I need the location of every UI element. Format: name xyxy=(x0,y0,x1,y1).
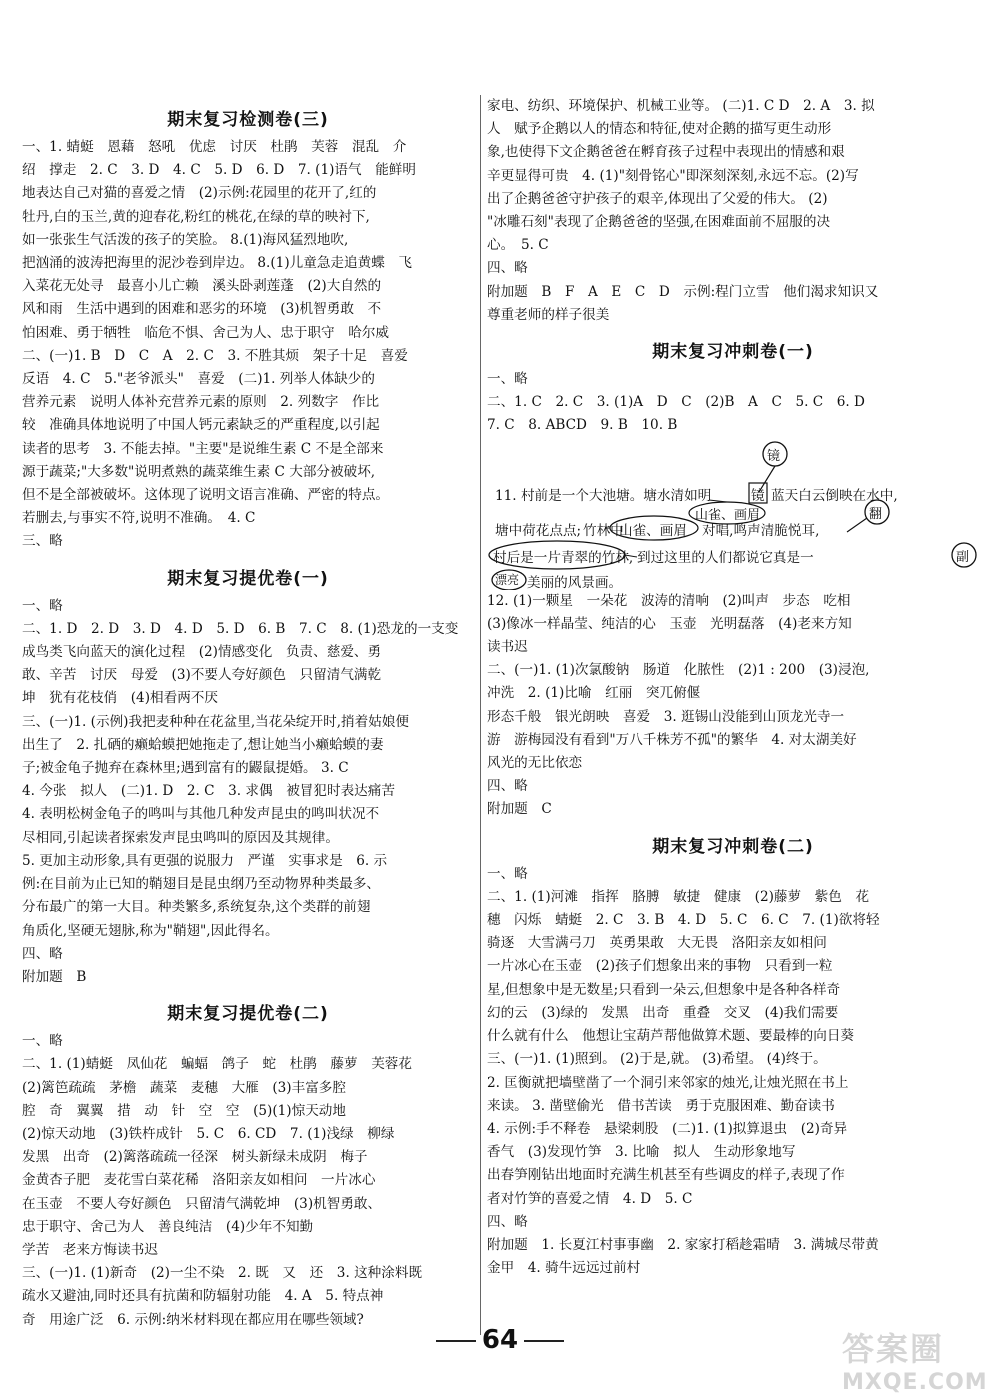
section-answers xyxy=(22,1030,474,1332)
answer-line: 2. 匡衡就把墙壁凿了一个洞引来邻家的烛光,让烛光照在书上 xyxy=(487,1074,849,1091)
passage-line-2c: 对唱,鸣声清脆悦耳, xyxy=(702,522,820,539)
answer-line: 读书迟 xyxy=(487,639,528,656)
answer-line: 怕困难、勇于牺牲 临危不惧、舍己为人、忠于职守 哈尔威 xyxy=(22,324,390,341)
answer-line: 香气 (3)发现竹笋 3. 比喻 拟人 生动形象地写 xyxy=(487,1144,796,1161)
answer-line: 较 准确具体地说明了中国人钙元素缺乏的严重程度,以引起 xyxy=(22,417,380,434)
answer-line: 风光的无比依恋 xyxy=(487,755,583,772)
answer-line: 一、1. 蜻蜓 恩藉 怒吼 优虑 讨厌 杜鹃 芙蓉 混乱 介 xyxy=(22,139,407,155)
dash-right xyxy=(524,1340,564,1342)
answer-line: 把汹涌的波涛把海里的泥沙卷到岸边。 8.(1)儿童急走追黄蝶 飞 xyxy=(22,255,412,272)
answer-line: 幻的云 (3)绿的 发黑 出奇 重叠 交叉 (4)我们需要 xyxy=(487,1004,839,1021)
answer-line: 12. (1)一颗星 一朵花 波涛的清响 (2)叫声 步态 吃相 xyxy=(487,592,851,609)
section-title: 期末复习冲刺卷(二) xyxy=(652,836,814,857)
answer-line: 如一张张生气活泼的孩子的笑脸。 8.(1)海风猛烈地吹, xyxy=(22,231,349,248)
answer-line: 尽相同,引起读者探索发声昆虫鸣叫的原因及其规律。 xyxy=(22,829,339,846)
answer-line: 四、略 xyxy=(22,945,63,962)
passage-line-1a: 11. 村前是一个大池塘。塘水清如明 xyxy=(495,487,712,504)
answer-line: 5. 更加主动形象,具有更强的说服力 严谨 实事求是 6. 示 xyxy=(22,852,388,869)
answer-line: 四、略 xyxy=(487,778,528,795)
answer-line: 来读。 3. 凿壁偷光 借书苦读 勇于克服困难、勤奋读书 xyxy=(487,1097,835,1114)
column-divider xyxy=(480,95,481,1335)
continued-answers xyxy=(487,95,979,327)
answer-line: 二、1. (1)蜻蜓 凤仙花 蝙蝠 鸽子 蛇 杜鹃 藤萝 芙蓉花 xyxy=(22,1056,412,1073)
answer-line: 心。 5. C xyxy=(487,237,549,254)
answer-line: 出了企鹅爸爸守护孩子的艰辛,体现出了父爱的伟大。 (2) xyxy=(487,190,828,207)
answer-line: 发黑 出奇 (2)篱落疏疏一径深 树头新绿未成阴 梅子 xyxy=(22,1149,368,1166)
answer-line: 学苦 老来方悔读书迟 xyxy=(22,1241,158,1258)
circle-right-bottom-text: 副 xyxy=(956,549,970,565)
watermark-bottom-text: MXQE.COM xyxy=(842,1370,988,1395)
answer-line: 角质化,坚硬无翅脉,称为"鞘翅",因此得名。 xyxy=(22,922,279,939)
section-title: 期末复习冲刺卷(一) xyxy=(652,342,814,363)
answer-line: 三、略 xyxy=(22,533,63,550)
answer-line: 二、1. C 2. C 3. (1)A D C (2)B A C 5. C 6. D xyxy=(487,394,865,411)
answer-line: 成鸟类飞向蓝天的演化过程 (2)情感变化 负责、慈爱、勇 xyxy=(22,644,382,661)
arrow-line xyxy=(847,518,867,532)
answer-line: 出生了 2. 扎硒的癞蛤蟆把她拖走了,想让她当小癞蛤蟆的妻 xyxy=(22,736,384,753)
answer-line: 一片冰心在玉壶 (2)孩子们想象出来的事物 只看到一粒 xyxy=(487,958,833,975)
answer-line: 金黄杏子肥 麦花雪白菜花稀 洛阳亲友如相问 一片冰心 xyxy=(22,1172,376,1189)
answer-line: 二、(一)1. B D C A 2. C 3. 不胜其烦 架子十足 喜爱 xyxy=(22,347,408,364)
answer-line: 什么就有什么 他想让宝葫芦帮他做算术题、要最棒的向日葵 xyxy=(487,1028,855,1045)
answer-line: 出春笋刚钻出地面时充满生机甚至有些调皮的样子,表现了作 xyxy=(487,1167,845,1184)
section-answers xyxy=(22,136,474,554)
answer-line: 绍 撑走 2. C 3. D 4. C 5. D 6. D 7. (1)语气 能鲜明 xyxy=(22,162,416,179)
circle-bottom-text: 漂亮 xyxy=(495,572,520,587)
answer-line: 二、1. D 2. D 3. D 4. D 5. D 6. B 7. C 8. (1)恐龙的一支变 xyxy=(22,620,459,637)
answer-line: 腔 奇 翼翼 措 动 针 空 空 (5)(1)惊天动地 xyxy=(22,1102,346,1119)
answer-line: 辛更显得可贵 4. (1)"刻骨铭心"即深刻深刻,永远不忘。(2)写 xyxy=(487,167,859,184)
passage-line-3a: 村后是一片青翠的竹林, xyxy=(493,549,634,566)
answer-line: 但不是全部被破坏。这体现了说明文语言准确、严密的特点。 xyxy=(22,487,390,504)
watermark-logo xyxy=(842,1324,992,1394)
answer-line: 人 赋予企鹅以人的情态和特征,使对企鹅的描写更生动形 xyxy=(487,121,832,138)
answer-line: 在玉壶 不要人夸好颜色 只留清气满乾坤 (3)机智勇敢、 xyxy=(22,1195,382,1212)
answer-line: 奇 用途广泛 6. 示例:纳米材料现在都应用在哪些领域? xyxy=(22,1311,364,1328)
answer-line: 例:在目前为止已知的鞘翅目是昆虫纲乃至动物界种类最多、 xyxy=(22,876,381,893)
answer-line: 营养元素 说明人体补充营养元素的原则 2. 列数字 作比 xyxy=(22,394,380,411)
answer-line: 一、略 xyxy=(22,1033,63,1050)
answer-line: 一、略 xyxy=(22,597,63,614)
answer-line: 分布最广的第一大目。种类繁多,系统复杂,这个类群的前翅 xyxy=(22,899,371,916)
section-answers xyxy=(487,590,979,822)
oval-small-text: 山雀、画眉 xyxy=(695,507,761,523)
answer-line: 源于蔬菜;"大多数"说明煮熟的蔬菜维生素 C 大部分被破坏, xyxy=(22,463,376,480)
answer-line: 者对竹笋的喜爱之情 4. D 5. C xyxy=(487,1190,693,1207)
answer-line: 四、略 xyxy=(487,1213,528,1230)
answer-line: 象,也使得下文企鹅爸爸在孵育孩子过程中表现出的情感和艰 xyxy=(487,144,845,161)
answer-line: 4. 今张 拟人 (二)1. D 2. C 3. 求偶 被冒犯时表达痛苦 xyxy=(22,783,395,800)
section-answers xyxy=(22,595,474,989)
answer-line: (2)惊天动地 (3)铁杵成针 5. C 6. CD 7. (1)浅绿 柳绿 xyxy=(22,1125,395,1142)
answer-line: 二、(一)1. (1)次氯酸钠 肠道 化脓性 (2)1 : 200 (3)浸泡, xyxy=(487,662,870,679)
answer-line: 附加题 1. 长夏江村事事幽 2. 家家打稻趁霜晴 3. 满城尽带黄 xyxy=(487,1236,879,1253)
answer-line: 附加题 C xyxy=(487,801,552,818)
annotated-passage-diagram xyxy=(487,440,979,590)
answer-line: 家电、纺织、环境保护、机械工业等。 (二)1. C D 2. A 3. 拟 xyxy=(487,98,875,114)
right-column xyxy=(487,95,979,1280)
circle-top-text: 镜 xyxy=(767,448,781,464)
answer-line: 星,但想象中是无数星;只看到一朵云,但想象中是各种各样奇 xyxy=(487,981,841,998)
answer-line: 附加题 B F A E C D 示例:程门立雪 他们渴求知识又 xyxy=(487,283,879,300)
answer-line: 反语 4. C 5."老爷派头" 喜爱 (二)1. 列举人体缺少的 xyxy=(22,371,375,388)
passage-boxed-word: 镜 xyxy=(751,487,765,504)
answer-line: 四、略 xyxy=(487,260,528,277)
dash-left xyxy=(436,1340,476,1342)
answer-line: (2)篱笆疏疏 茅檐 蔬菜 麦穗 大雁 (3)丰富多腔 xyxy=(22,1079,346,1096)
answer-line: 风和雨 生活中遇到的困难和恶劣的环境 (3)机智勇敢 不 xyxy=(22,301,382,318)
answer-line: 三、(一)1. (1)新奇 (2)一尘不染 2. 既 又 还 3. 这种涂料既 xyxy=(22,1265,423,1282)
answer-line: 一、略 xyxy=(487,865,528,882)
section-title: 期末复习提优卷(一) xyxy=(167,568,329,589)
passage-line-2b: 竹林中 xyxy=(583,522,624,539)
passage-line-3b: 到过这里的人们都说它真是一 xyxy=(637,549,814,566)
answer-line: 金甲 4. 骑牛远远过前村 xyxy=(487,1260,641,1277)
section-answers xyxy=(487,863,979,1281)
answer-line: 牡丹,白的玉兰,黄的迎春花,粉红的桃花,在绿的草的映衬下, xyxy=(22,208,370,225)
answer-line: 一、略 xyxy=(487,371,528,388)
answer-line: 游 游梅园没有看到"万八千株芳不孤"的繁华 4. 对太湖美好 xyxy=(487,731,857,748)
answer-line: "冰雕石刻"表现了企鹅爸爸的坚强,在困难面前不屈服的决 xyxy=(487,214,831,231)
answer-line: 附加题 B xyxy=(22,968,87,985)
passage-line-2a: 塘中荷花点点; xyxy=(495,522,582,539)
answer-line: 冲洗 2. (1)比喻 红丽 突兀俯偃 xyxy=(487,685,701,702)
answer-line: 坤 犹有花枝俏 (4)相看两不厌 xyxy=(22,690,218,707)
answer-line: 4. 示例:手不释卷 悬梁刺股 (二)1. (1)拟算退虫 (2)奇异 xyxy=(487,1120,848,1137)
passage-line-4: 美丽的风景画。 xyxy=(527,574,623,591)
answer-line: 地表达自己对猫的喜爱之情 (2)示例:花园里的花开了,红的 xyxy=(22,185,377,202)
answer-line: 4. 表明松树金龟子的鸣叫与其他几种发声昆虫的鸣叫状况不 xyxy=(22,806,380,823)
answer-line: 读者的思考 3. 不能去掉。"主要"是说维生素 C 不是全部来 xyxy=(22,440,384,457)
answer-line: (3)像冰一样晶莹、纯洁的心 玉壶 光明磊落 (4)老来方知 xyxy=(487,615,852,632)
answer-line: 子;被金龟子抛弃在森林里;遇到富有的鼹鼠提婚。 3. C xyxy=(22,760,349,777)
section-title: 期末复习提优卷(二) xyxy=(167,1004,329,1025)
answer-line: 7. C 8. ABCD 9. B 10. B xyxy=(487,417,678,434)
answer-line: 忠于职守、舍己为人 善良纯洁 (4)少年不知勤 xyxy=(22,1218,314,1235)
page-number-text: 64 xyxy=(481,1325,519,1355)
answer-line: 疏水又避油,同时还具有抗菌和防辐射功能 4. A 5. 特点神 xyxy=(22,1288,384,1305)
answer-line: 二、1. (1)河滩 指挥 胳膊 敏捷 健康 (2)藤萝 紫色 花 xyxy=(487,888,870,905)
section-title: 期末复习检测卷(三) xyxy=(167,110,329,130)
answer-line: 骑逐 大雪满弓刀 英勇果敢 大无畏 洛阳亲友如相问 xyxy=(487,935,827,952)
answer-line: 敢、辛苦 讨厌 母爱 (3)不要人夸好颜色 只留清气满乾 xyxy=(22,667,382,684)
answer-line: 入菜花无处寻 最喜小儿亡赖 溪头卧剥莲蓬 (2)大自然的 xyxy=(22,278,382,295)
circle-right-top-text: 翻 xyxy=(869,506,883,522)
watermark-top-text: 答案圈 xyxy=(842,1330,945,1368)
answer-line: 三、(一)1. (1)照到。 (2)于是,就。 (3)希望。 (4)终于。 xyxy=(487,1051,827,1068)
passage-line-1b: 蓝天白云倒映在水中, xyxy=(771,487,898,504)
answer-line: 若删去,与事实不符,说明不准确。 4. C xyxy=(22,510,256,527)
passage-oval-word: 山雀、画眉 xyxy=(619,522,687,539)
answer-line: 尊重老师的样子很美 xyxy=(487,306,610,323)
answer-line: 三、(一)1. (示例)我把麦种种在花盆里,当花朵绽开时,捎着姑娘便 xyxy=(22,713,409,730)
section-answers xyxy=(487,368,979,438)
answer-line: 穗 闪烁 蜻蜓 2. C 3. B 4. D 5. C 6. C 7. (1)欲将轻 xyxy=(487,912,880,929)
answer-line: 形态千般 银光朗映 喜爱 3. 逛锡山没能到山顶龙光寺一 xyxy=(487,708,845,725)
left-column xyxy=(22,95,474,1332)
